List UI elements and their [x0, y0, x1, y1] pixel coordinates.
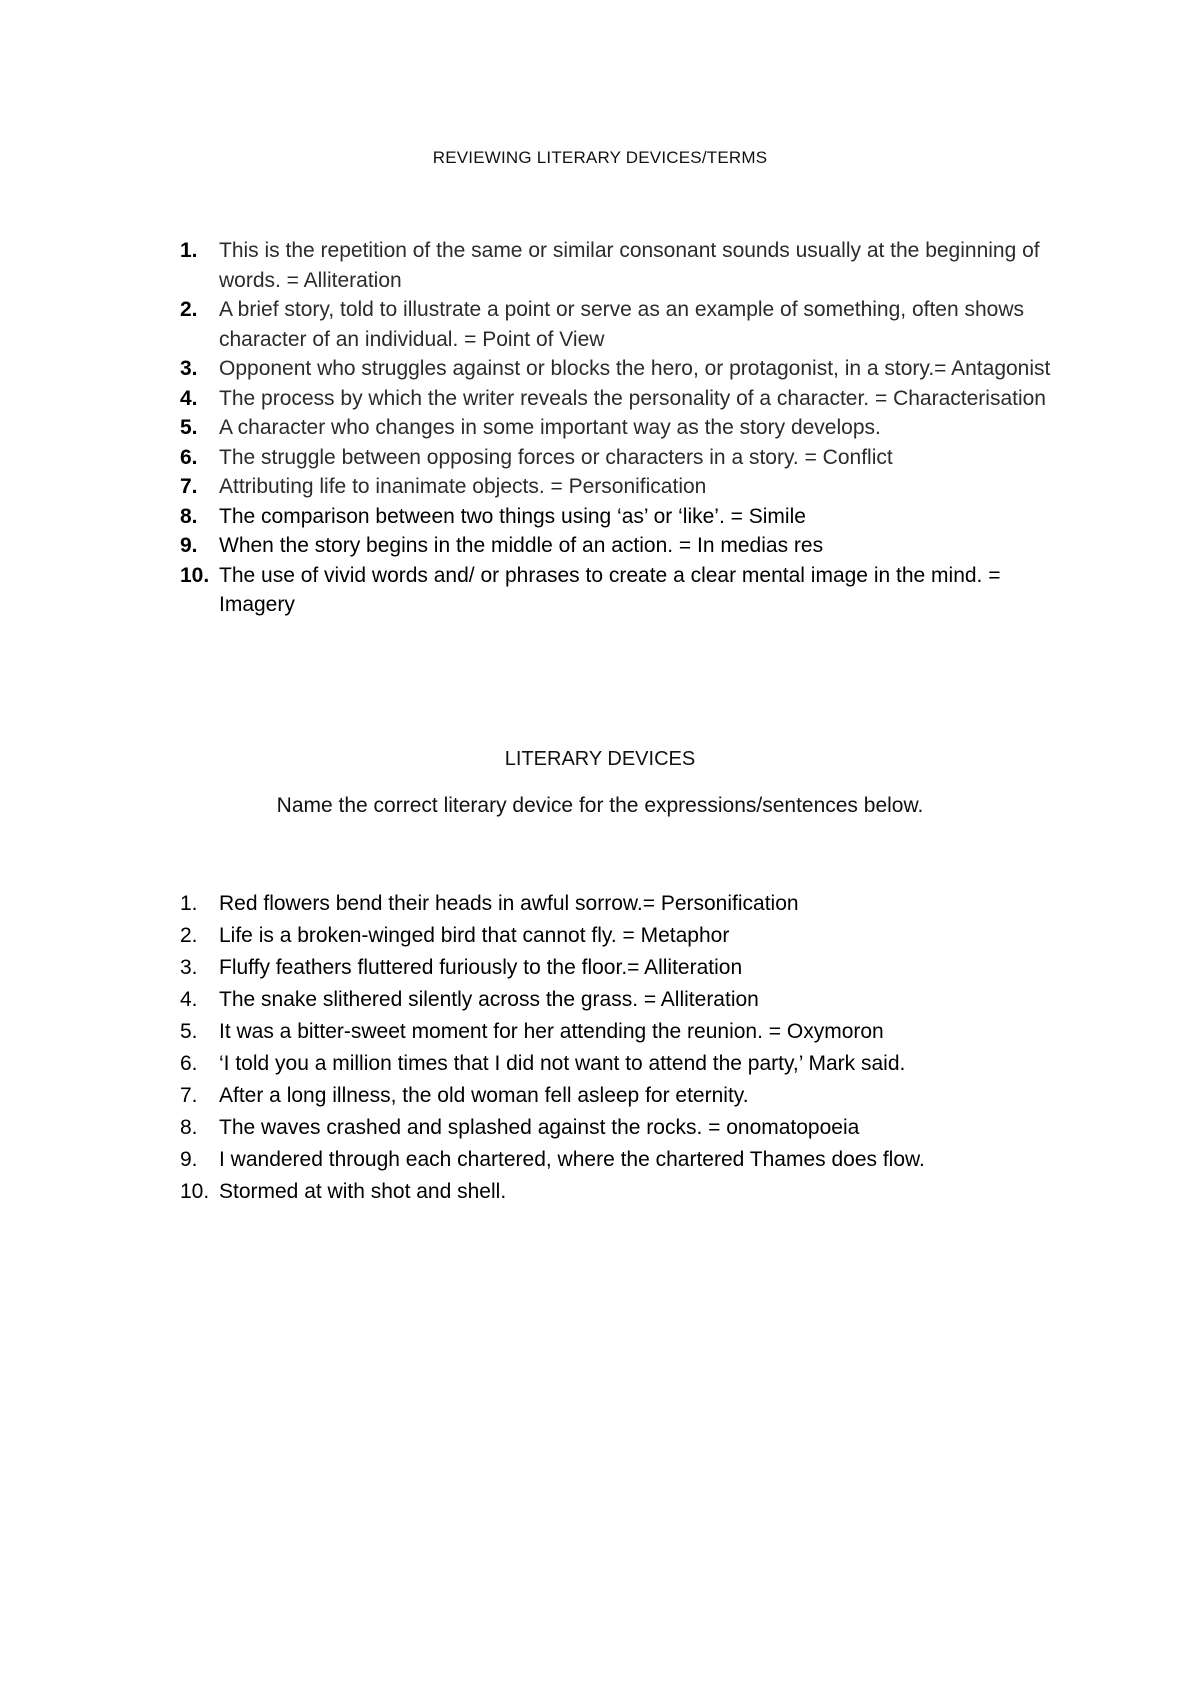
- item-number: 9.: [180, 1148, 198, 1171]
- item-text: ‘I told you a million times that I did not want to attend the party,’ Mark said.: [219, 1052, 906, 1075]
- list-item: [180, 236, 1060, 295]
- item-text: A character who changes in some important way as the story develops.: [219, 416, 881, 439]
- item-text: Stormed at with shot and shell.: [219, 1180, 507, 1203]
- item-text: Attributing life to inanimate objects. = Personification: [219, 475, 707, 498]
- item-number: 6.: [180, 445, 198, 469]
- item-number: 8.: [180, 1116, 198, 1139]
- item-number: 2.: [180, 298, 198, 321]
- item-number: 2.: [180, 924, 198, 947]
- item-text: The struggle between opposing forces or characters in a story. = Conflict: [219, 445, 893, 469]
- item-number: 9.: [180, 534, 198, 557]
- list-item: [180, 354, 1060, 384]
- terms-list: [180, 236, 1060, 620]
- list-item: [180, 413, 1060, 443]
- instruction-text: Name the correct literary device for the expressions/sentences below.: [276, 794, 924, 817]
- item-number: 5.: [180, 1020, 198, 1043]
- list-item: [180, 472, 1060, 502]
- item-text: The comparison between two things using ‘as’ or ‘like’. = Simile: [219, 504, 806, 528]
- expressions-list: [180, 888, 1060, 1208]
- item-text: This is the repetition of the same or similar consonant sounds usually at the beginning of words. = Alliteration: [219, 239, 1040, 292]
- item-number: 1.: [180, 892, 198, 915]
- item-text: The use of vivid words and/ or phrases to create a clear mental image in the mind. = Imagery: [219, 563, 1001, 616]
- item-number: 1.: [180, 239, 198, 262]
- item-number: 7.: [180, 475, 198, 498]
- list-item: [180, 1048, 1060, 1080]
- list-item: [180, 295, 1060, 354]
- item-number: 6.: [180, 1052, 198, 1075]
- item-text: Life is a broken-winged bird that cannot fly. = Metaphor: [219, 924, 730, 947]
- item-text: A brief story, told to illustrate a point or serve as an example of something, often shows character of an individual. = Point of View: [219, 298, 1025, 351]
- list-item: [180, 1112, 1060, 1144]
- item-number: 7.: [180, 1084, 198, 1107]
- list-item: [180, 920, 1060, 952]
- list-item: [180, 443, 1060, 473]
- item-number: 4.: [180, 988, 198, 1011]
- section2-title: LITERARY DEVICES: [504, 748, 696, 770]
- list-item: [180, 1080, 1060, 1112]
- item-text: The process by which the writer reveals the personality of a character. = Characterisation: [219, 386, 1046, 410]
- item-number: 3.: [180, 357, 198, 380]
- list-item: [180, 952, 1060, 984]
- list-item: [180, 502, 1060, 532]
- item-text: The snake slithered silently across the grass. = Alliteration: [219, 988, 759, 1011]
- list-item: [180, 384, 1060, 414]
- list-item: [180, 1016, 1060, 1048]
- item-number: 10.: [180, 1180, 210, 1203]
- item-text: It was a bitter-sweet moment for her attending the reunion. = Oxymoron: [219, 1020, 884, 1043]
- section1-title: REVIEWING LITERARY DEVICES/TERMS: [432, 148, 768, 167]
- item-number: 3.: [180, 956, 198, 979]
- list-item: [180, 888, 1060, 920]
- item-text: When the story begins in the middle of an action. = In medias res: [219, 534, 824, 557]
- item-number: 4.: [180, 386, 198, 410]
- item-number: 8.: [180, 504, 198, 528]
- list-item: [180, 1144, 1060, 1176]
- item-text: Opponent who struggles against or blocks the hero, or protagonist, in a story.= Antagonist: [219, 357, 1051, 380]
- item-number: 10.: [180, 563, 210, 587]
- list-item: [180, 984, 1060, 1016]
- item-text: After a long illness, the old woman fell asleep for eternity.: [219, 1084, 749, 1107]
- item-text: The waves crashed and splashed against the rocks. = onomatopoeia: [219, 1116, 860, 1139]
- item-text: I wandered through each chartered, where the chartered Thames does flow.: [219, 1148, 925, 1171]
- list-item: [180, 531, 1060, 561]
- item-text: Red flowers bend their heads in awful sorrow.= Personification: [219, 892, 799, 915]
- item-text: Fluffy feathers fluttered furiously to the floor.= Alliteration: [219, 956, 743, 979]
- item-number: 5.: [180, 416, 198, 439]
- list-item: [180, 561, 1060, 620]
- list-item: [180, 1176, 1060, 1208]
